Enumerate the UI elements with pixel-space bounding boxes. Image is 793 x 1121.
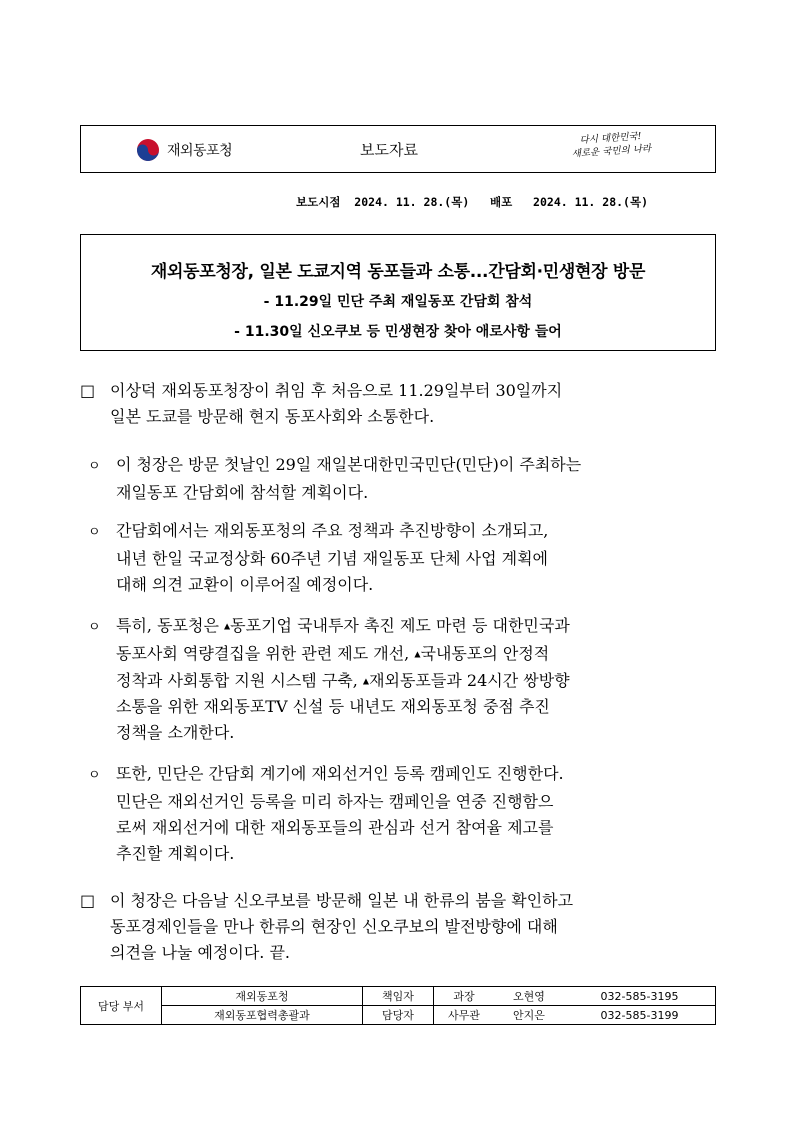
slogan-line-2: 새로운 국민의 나라: [571, 143, 652, 160]
sub-title-1: - 11.29일 민단 주최 재일동포 간담회 참석: [263, 294, 533, 310]
circle-bullet: ㅇ: [88, 620, 101, 635]
bullet-3: [88, 613, 720, 746]
bullet-line: 로써 재외선거에 대한 재외동포들의 관심과 선거 참여율 제고를: [116, 818, 554, 837]
sub-title-2: - 11.30일 신오쿠보 등 민생현장 찾아 애로사항 들어: [234, 324, 562, 340]
bullet-line: 소통을 위한 재외동포TV 신설 등 내년도 재외동포청 중점 추진: [116, 697, 550, 716]
title: 과장: [434, 987, 495, 1006]
bullet-4: [88, 761, 720, 867]
bullet-text: 정착과 사회통합 지원 시스템 구축,: [116, 670, 363, 690]
slogan: [550, 128, 672, 162]
bullet-text: 동포기업 국내투자 촉진 제도 마련 등 대한민국과: [230, 616, 570, 635]
title: 사무관: [434, 1006, 495, 1025]
agency-logo: [136, 138, 232, 162]
circle-bullet: ㅇ: [88, 525, 101, 540]
name: 오현영: [494, 987, 564, 1006]
paragraph-line: 이상덕 재외동포청장이 취임 후 처음으로 11.29일부터 30일까지: [110, 381, 563, 400]
paragraph-1: [80, 378, 720, 430]
bullet-line: 이 청장은 방문 첫날인 29일 재일본대한민국민단(민단)이 주최하는: [116, 455, 582, 474]
bullet-line: 민단은 재외선거인 등록을 미리 하자는 캠페인을 연중 진행함으: [116, 792, 554, 811]
org-division: 재외동포협력총괄과: [162, 1006, 363, 1025]
dept-label: 담당 부서: [81, 987, 162, 1025]
header-box: [80, 125, 716, 173]
bullet-text: 특히, 동포청은: [116, 616, 224, 635]
role: 책임자: [363, 987, 434, 1006]
doc-type: 보도자료: [360, 141, 418, 159]
paragraph-2: [80, 888, 720, 966]
triangle-icon: ▲: [414, 649, 421, 659]
release-time: 2024. 11. 28.(목): [354, 195, 470, 209]
table-row: [81, 987, 716, 1006]
paragraph-line: 의견을 나눌 예정이다. 끝.: [110, 943, 290, 962]
taegeuk-logo-icon: [136, 138, 160, 162]
bullet-2: [88, 518, 720, 598]
bullet-line: 간담회에서는 재외동포청의 주요 정책과 추진방향이 소개되고,: [116, 521, 549, 540]
release-info: [296, 194, 648, 210]
paragraph-line: 동포경제인들을 만나 한류의 현장인 신오쿠보의 발전방향에 대해: [110, 917, 558, 936]
phone: 032-585-3195: [564, 987, 716, 1006]
contact-table: [80, 986, 716, 1025]
main-title: 재외동포청장, 일본 도쿄지역 동포들과 소통...간담회·민생현장 방문: [150, 262, 646, 282]
role: 담당자: [363, 1006, 434, 1025]
bullet-line: 또한, 민단은 간담회 계기에 재외선거인 등록 캠페인도 진행한다.: [116, 764, 564, 783]
triangle-icon: ▲: [224, 621, 231, 631]
bullet-line: 추진할 계획이다.: [116, 844, 235, 863]
title-box: [80, 234, 716, 351]
square-bullet: □: [80, 891, 96, 910]
distribution-time: 2024. 11. 28.(목): [533, 195, 649, 209]
circle-bullet: ㅇ: [88, 459, 101, 474]
bullet-line: 재일동포 간담회에 참석할 계획이다.: [116, 483, 369, 502]
square-bullet: □: [80, 381, 96, 400]
paragraph-line: 이 청장은 다음날 신오쿠보를 방문해 일본 내 한류의 붐을 확인하고: [110, 891, 574, 910]
triangle-icon: ▲: [362, 676, 370, 685]
bullet-text: 재외동포들과 24시간 쌍방향: [369, 670, 570, 690]
distribution-label: 배포: [490, 195, 513, 209]
slogan-line-1: 다시 대한민국!: [579, 130, 642, 147]
bullet-text: 국내동포의 안정적: [420, 644, 550, 663]
circle-bullet: ㅇ: [88, 768, 101, 783]
bullet-line: 정책을 소개한다.: [116, 723, 235, 742]
paragraph-line: 일본 도쿄를 방문해 현지 동포사회와 소통한다.: [110, 407, 435, 426]
phone: 032-585-3199: [564, 1006, 716, 1025]
bullet-1: [88, 452, 720, 506]
bullet-line: 대해 의견 교환이 이루어질 예정이다.: [116, 575, 374, 594]
agency-name: 재외동포청: [167, 143, 233, 159]
table-row: [81, 1006, 716, 1025]
bullet-line: 내년 한일 국교정상화 60주년 기념 재일동포 단체 사업 계획에: [116, 549, 548, 568]
bullet-text: 동포사회 역량결집을 위한 관련 제도 개선,: [116, 644, 415, 663]
release-time-label: 보도시점: [296, 195, 341, 209]
name: 안지은: [494, 1006, 564, 1025]
org-name: 재외동포청: [162, 987, 363, 1006]
